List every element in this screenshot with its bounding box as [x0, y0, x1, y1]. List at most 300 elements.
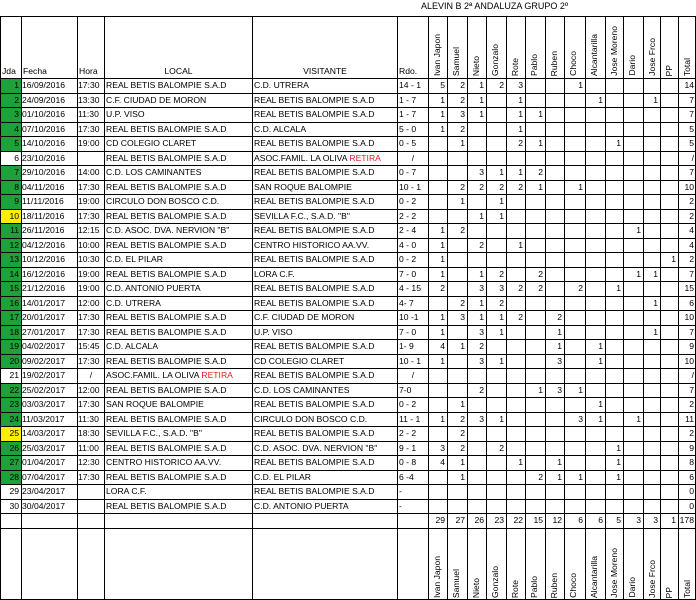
visiting-team: C.D. LOS CAMINANTES	[254, 384, 350, 395]
player-footer: Dario	[627, 577, 637, 598]
goal-cell	[545, 180, 562, 194]
goal-cell	[585, 209, 603, 223]
goal-cell	[623, 281, 641, 295]
goal-cell	[585, 296, 603, 310]
goal-cell	[486, 252, 504, 266]
goal-cell	[605, 223, 621, 237]
goal-cell: 2	[689, 428, 694, 438]
goal-cell	[623, 209, 641, 223]
visiting-team: REAL BETIS BALOMPIE S.A.D	[254, 486, 375, 496]
goal-cell	[605, 484, 621, 498]
goal-cell	[447, 281, 465, 295]
goal-cell: 2	[557, 312, 562, 322]
visiting-team: U.P. VISO	[254, 326, 293, 337]
goal-cell	[545, 107, 562, 121]
visiting-team: REAL BETIS BALOMPIE S.A.D	[254, 341, 375, 351]
goal-cell: 2	[460, 80, 465, 90]
goal-cell	[486, 426, 504, 440]
goal-cell	[564, 238, 583, 252]
goal-cell	[660, 296, 676, 310]
local-team: ASOC.FAMIL. LA OLIVA	[106, 370, 199, 380]
player-footer: Jose Frco	[647, 560, 657, 598]
goal-cell	[660, 484, 676, 498]
goal-cell: 5	[689, 138, 694, 148]
row-rdo: 1 - 7	[399, 94, 417, 105]
row-local	[106, 426, 251, 440]
goal-cell	[564, 165, 583, 179]
goal-cell	[486, 368, 504, 382]
goal-cell: 2	[499, 80, 504, 90]
row-fecha: 21/12/2016	[22, 283, 66, 293]
goal-cell: 3	[479, 355, 484, 366]
goal-cell	[605, 267, 621, 281]
row-hora: 17:30	[78, 399, 100, 409]
row-jda: 22	[9, 384, 19, 395]
goal-cell: 3	[578, 413, 583, 424]
goal-cell	[585, 252, 603, 266]
row-visitante	[254, 397, 396, 411]
row-rdo: 4- 7	[399, 297, 414, 308]
goal-cell: 1	[653, 94, 658, 105]
goal-cell: 1	[616, 442, 621, 453]
goal-cell	[525, 194, 543, 208]
goal-cell: 3	[479, 167, 484, 177]
row-hora: /	[89, 370, 93, 380]
goal-cell	[525, 209, 543, 223]
goal-cell	[660, 122, 676, 136]
row-jda: 27	[9, 457, 19, 467]
goal-cell: 1	[518, 457, 523, 467]
row-fecha: 01/04/2017	[22, 457, 66, 467]
goal-cell	[506, 441, 523, 455]
visiting-team: REAL BETIS BALOMPIE S.A.D	[254, 297, 375, 308]
local-team: REAL BETIS BALOMPIE S.A.D	[106, 210, 227, 221]
row-jda: 20	[9, 355, 19, 366]
row-fecha: 18/11/2016	[22, 210, 65, 221]
goal-cell	[605, 325, 621, 339]
visiting-team: SEVILLA F.C., S.A.D. "B"	[254, 210, 350, 221]
goal-cell	[564, 267, 583, 281]
goal-cell	[564, 107, 583, 121]
goal-cell	[506, 484, 523, 498]
row-local	[106, 136, 251, 150]
player-footer: Nieto	[471, 577, 481, 598]
goal-cell	[585, 426, 603, 440]
goal-cell: 1	[578, 181, 583, 192]
row-visitante	[254, 310, 396, 324]
row-rdo: 14 - 1	[399, 80, 421, 90]
goal-cell: 1	[499, 167, 504, 177]
local-team: REAL BETIS BALOMPIE S.A.D	[106, 384, 227, 395]
goal-cell: 7	[689, 384, 694, 395]
row-fecha: 07/10/2016	[22, 123, 66, 134]
row-hora: 17:30	[78, 326, 100, 337]
goal-cell	[525, 455, 543, 469]
row-rdo: 0 - 2	[399, 196, 417, 206]
goal-cell	[467, 455, 484, 469]
goal-cell	[623, 194, 641, 208]
row-local	[106, 499, 251, 513]
goal-cell	[467, 194, 484, 208]
row-jda: 9	[14, 196, 19, 206]
goal-cell: 1	[538, 109, 543, 119]
goal-cell: 1	[616, 471, 621, 482]
header-local: LOCAL	[164, 66, 193, 76]
goal-cell	[525, 397, 543, 411]
row-jda: 19	[9, 341, 19, 351]
goal-cell	[428, 484, 445, 498]
goal-cell: 4	[440, 457, 445, 467]
goal-cell	[545, 499, 562, 513]
goal-cell: 2	[689, 210, 694, 221]
goal-cell	[605, 165, 621, 179]
goal-cell	[643, 426, 658, 440]
row-hora: 17:30	[78, 123, 100, 134]
goal-cell	[585, 223, 603, 237]
goal-cell: 2	[538, 167, 543, 177]
goal-cell: 2	[538, 471, 543, 482]
player-footer: Total	[682, 579, 692, 598]
row-jda: 5	[14, 138, 19, 148]
goal-cell: 1	[479, 268, 484, 279]
header-jda: Jda	[2, 66, 16, 76]
goal-cell	[467, 223, 484, 237]
goal-cell: 2	[518, 138, 523, 148]
row-local	[106, 310, 251, 324]
row-fecha: 11/11/2016	[22, 196, 64, 206]
goal-cell	[660, 223, 676, 237]
goal-cell	[467, 151, 484, 165]
player-header: PP	[664, 64, 674, 76]
row-jda: 15	[9, 283, 19, 293]
local-team: REAL BETIS BALOMPIE S.A.D	[106, 239, 227, 250]
row-visitante	[254, 354, 396, 368]
goal-cell	[660, 281, 676, 295]
goal-cell: 2	[440, 283, 445, 293]
row-hora: 18:30	[78, 428, 100, 438]
visiting-team: CD COLEGIO CLARET	[254, 355, 345, 366]
goal-cell	[605, 107, 621, 121]
visiting-team: C.D. UTRERA	[254, 80, 309, 90]
goal-cell: 1	[518, 123, 523, 134]
goal-cell	[545, 209, 562, 223]
goal-cell	[428, 151, 445, 165]
local-team: REAL BETIS BALOMPIE S.A.D	[106, 312, 227, 322]
local-team: CIRCULO DON BOSCO C.D.	[106, 196, 220, 206]
row-local	[106, 165, 251, 179]
goal-cell	[447, 165, 465, 179]
goal-cell	[525, 310, 543, 324]
goal-cell	[623, 93, 641, 107]
goal-cell	[605, 310, 621, 324]
row-visitante	[254, 484, 396, 498]
row-visitante	[254, 368, 396, 382]
row-jda: 25	[9, 428, 19, 438]
goal-cell	[525, 499, 543, 513]
local-team: C.D. UTRERA	[106, 297, 161, 308]
row-fecha: 23/10/2016	[22, 152, 66, 163]
row-local	[106, 180, 251, 194]
visiting-team: C.D. EL PILAR	[254, 471, 311, 482]
goal-cell: 1	[460, 138, 465, 148]
row-local	[106, 223, 251, 237]
goal-cell	[486, 397, 504, 411]
row-visitante	[254, 136, 396, 150]
goal-cell	[564, 122, 583, 136]
goal-cell	[564, 426, 583, 440]
goal-cell: 9	[689, 341, 694, 351]
goal-cell: 1	[518, 109, 523, 119]
local-team: CENTRO HISTORICO AA.VV.	[106, 457, 222, 467]
total-cell: 27	[455, 515, 465, 525]
goal-cell	[467, 426, 484, 440]
local-team: REAL BETIS BALOMPIE S.A.D	[106, 123, 227, 134]
player-footer: Alcantarilla	[589, 555, 599, 598]
row-rdo: 5 - 0	[399, 123, 417, 134]
visiting-team: REAL BETIS BALOMPIE S.A.D	[254, 399, 375, 409]
goal-cell: 2	[499, 268, 504, 279]
goal-cell	[623, 252, 641, 266]
goal-cell	[623, 354, 641, 368]
goal-cell	[605, 122, 621, 136]
row-visitante	[254, 339, 396, 353]
goal-cell: 1	[499, 355, 504, 366]
goal-cell: 3	[518, 80, 523, 90]
goal-cell	[585, 180, 603, 194]
goal-cell	[447, 209, 465, 223]
goal-cell	[486, 122, 504, 136]
player-footer: Ivan Japon	[432, 555, 442, 598]
goal-cell: 1	[598, 94, 603, 105]
row-visitante	[254, 194, 396, 208]
row-local	[106, 383, 251, 397]
local-team: REAL BETIS BALOMPIE S.A.D	[106, 268, 227, 279]
goal-cell: 2	[518, 283, 523, 293]
row-visitante	[254, 165, 396, 179]
row-visitante	[254, 441, 396, 455]
player-footer: Rote	[510, 579, 520, 598]
goal-cell: 1	[479, 297, 484, 308]
row-jda: 26	[9, 442, 19, 453]
goal-cell: 7	[689, 94, 694, 105]
goal-cell	[467, 252, 484, 266]
visiting-team: CIRCULO DON BOSCO C.D.	[254, 413, 368, 424]
grid-line	[0, 528, 696, 529]
goal-cell: 2	[689, 196, 694, 206]
goal-cell	[643, 238, 658, 252]
row-rdo: 9 - 1	[399, 442, 417, 453]
local-team: SEVILLA F.C., S.A.D. "B"	[106, 428, 202, 438]
goal-cell	[525, 484, 543, 498]
goal-cell	[467, 499, 484, 513]
goal-cell	[643, 136, 658, 150]
goal-cell	[660, 209, 676, 223]
goal-cell	[564, 136, 583, 150]
goal-cell	[585, 78, 603, 92]
row-local	[106, 107, 251, 121]
goal-cell	[447, 325, 465, 339]
row-fecha: 30/04/2017	[22, 500, 66, 511]
row-jda: 30	[9, 500, 19, 511]
goal-cell	[486, 238, 504, 252]
goal-cell	[585, 368, 603, 382]
row-local	[106, 238, 251, 252]
row-local	[106, 151, 251, 165]
goal-cell: 7	[689, 109, 694, 119]
row-fecha: 07/04/2017	[22, 471, 66, 482]
row-rdo: 0 - 5	[399, 138, 417, 148]
row-hora: 19:00	[78, 196, 100, 206]
goal-cell: 1	[538, 181, 543, 192]
player-footer: Choco	[568, 573, 578, 598]
goal-cell: 9	[689, 442, 694, 453]
goal-cell	[525, 412, 543, 426]
goal-cell: 2	[538, 268, 543, 279]
row-rdo: 4 - 15	[399, 283, 421, 293]
player-footer: Gonzalo	[490, 565, 500, 598]
goal-cell: 3	[499, 283, 504, 293]
goal-cell	[545, 397, 562, 411]
goal-cell: 2	[460, 123, 465, 134]
goal-cell	[585, 441, 603, 455]
total-cell: 3	[636, 515, 641, 525]
player-footer: Jose Moreno	[609, 548, 619, 598]
goal-cell	[643, 194, 658, 208]
goal-cell	[585, 267, 603, 281]
goal-cell	[506, 223, 523, 237]
row-visitante	[254, 281, 396, 295]
goal-cell	[545, 194, 562, 208]
goal-cell	[623, 165, 641, 179]
goal-cell	[643, 151, 658, 165]
row-rdo: -	[399, 486, 402, 496]
goal-cell	[428, 180, 445, 194]
goal-cell: 6	[689, 297, 694, 308]
row-fecha: 16/09/2016	[22, 80, 66, 90]
goal-cell	[605, 383, 621, 397]
goal-cell	[643, 455, 658, 469]
goal-cell	[643, 180, 658, 194]
goal-cell	[585, 122, 603, 136]
goal-cell	[486, 484, 504, 498]
row-jda: 14	[9, 268, 19, 279]
goal-cell	[525, 296, 543, 310]
row-jda: 2	[14, 94, 19, 105]
goal-cell	[564, 296, 583, 310]
visiting-team: C.D. ASOC. DVA. NERVION "B"	[254, 442, 378, 453]
goal-cell: 3	[479, 326, 484, 337]
goal-cell	[623, 484, 641, 498]
goal-cell	[428, 397, 445, 411]
goal-cell	[623, 122, 641, 136]
row-visitante	[254, 180, 396, 194]
local-team: C.D. EL PILAR	[106, 254, 163, 264]
goal-cell	[545, 368, 562, 382]
goal-cell	[585, 281, 603, 295]
goal-cell	[643, 107, 658, 121]
row-local	[106, 252, 251, 266]
goal-cell	[564, 484, 583, 498]
visiting-team: LORA C.F.	[254, 268, 295, 279]
player-header: Dario	[627, 55, 637, 76]
local-team: C.D. ALCALA	[106, 341, 159, 351]
visiting-team: C.F. CIUDAD DE MORON	[254, 312, 355, 322]
row-fecha: 09/02/2017	[22, 355, 66, 366]
goal-cell: 2	[460, 428, 465, 438]
visiting-team: REAL BETIS BALOMPIE S.A.D	[254, 283, 375, 293]
goal-cell: 7	[689, 167, 694, 177]
goal-cell	[447, 499, 465, 513]
goal-cell: 3	[460, 312, 465, 322]
row-rdo: 11 - 1	[399, 413, 421, 424]
goal-cell	[525, 441, 543, 455]
goal-cell	[525, 151, 543, 165]
goal-cell	[605, 180, 621, 194]
goal-cell	[545, 426, 562, 440]
goal-cell: 1	[440, 109, 445, 119]
row-local	[106, 122, 251, 136]
goal-cell	[506, 470, 523, 484]
goal-cell	[585, 455, 603, 469]
goal-cell	[643, 412, 658, 426]
goal-cell	[545, 238, 562, 252]
row-hora: 17:30	[78, 471, 100, 482]
row-local	[106, 281, 251, 295]
player-header: Jose Moreno	[609, 26, 619, 76]
goal-cell: 1	[598, 341, 603, 351]
total-cell: 6	[578, 515, 583, 525]
goal-cell: 1	[479, 312, 484, 322]
goal-cell	[605, 151, 621, 165]
goal-cell: 1	[557, 471, 562, 482]
goal-cell	[585, 484, 603, 498]
goal-cell	[605, 238, 621, 252]
goal-cell	[447, 267, 465, 281]
goal-cell	[467, 368, 484, 382]
row-visitante	[254, 267, 396, 281]
total-cell: 22	[513, 515, 523, 525]
goal-cell	[545, 441, 562, 455]
goal-cell	[660, 165, 676, 179]
row-jda: 7	[14, 167, 19, 177]
row-hora: 17:30	[78, 355, 100, 366]
row-hora	[78, 151, 104, 165]
goal-cell: 0	[689, 500, 694, 511]
player-header: Pablo	[529, 54, 539, 76]
goal-cell: 1	[460, 457, 465, 467]
goal-cell: 2	[460, 225, 465, 235]
goal-cell	[564, 368, 583, 382]
row-rdo: 0 - 7	[399, 167, 417, 177]
goal-cell: 2	[499, 297, 504, 308]
local-team: SAN ROQUE BALOMPIE	[106, 399, 204, 409]
player-header: Total	[682, 57, 692, 76]
goal-cell: 2	[460, 181, 465, 192]
local-team: C.F. CIUDAD DE MORON	[106, 94, 207, 105]
goal-cell	[506, 383, 523, 397]
goal-cell	[585, 499, 603, 513]
row-rdo: 1 - 7	[399, 109, 417, 119]
goal-cell: 2	[460, 94, 465, 105]
goal-cell	[605, 296, 621, 310]
goal-cell	[506, 151, 523, 165]
goal-cell: 1	[479, 109, 484, 119]
visiting-team: CENTRO HISTORICO AA.VV.	[254, 239, 370, 250]
goal-cell: 1	[440, 94, 445, 105]
goal-cell	[447, 484, 465, 498]
row-jda: 29	[9, 486, 19, 496]
goal-cell	[660, 368, 676, 382]
